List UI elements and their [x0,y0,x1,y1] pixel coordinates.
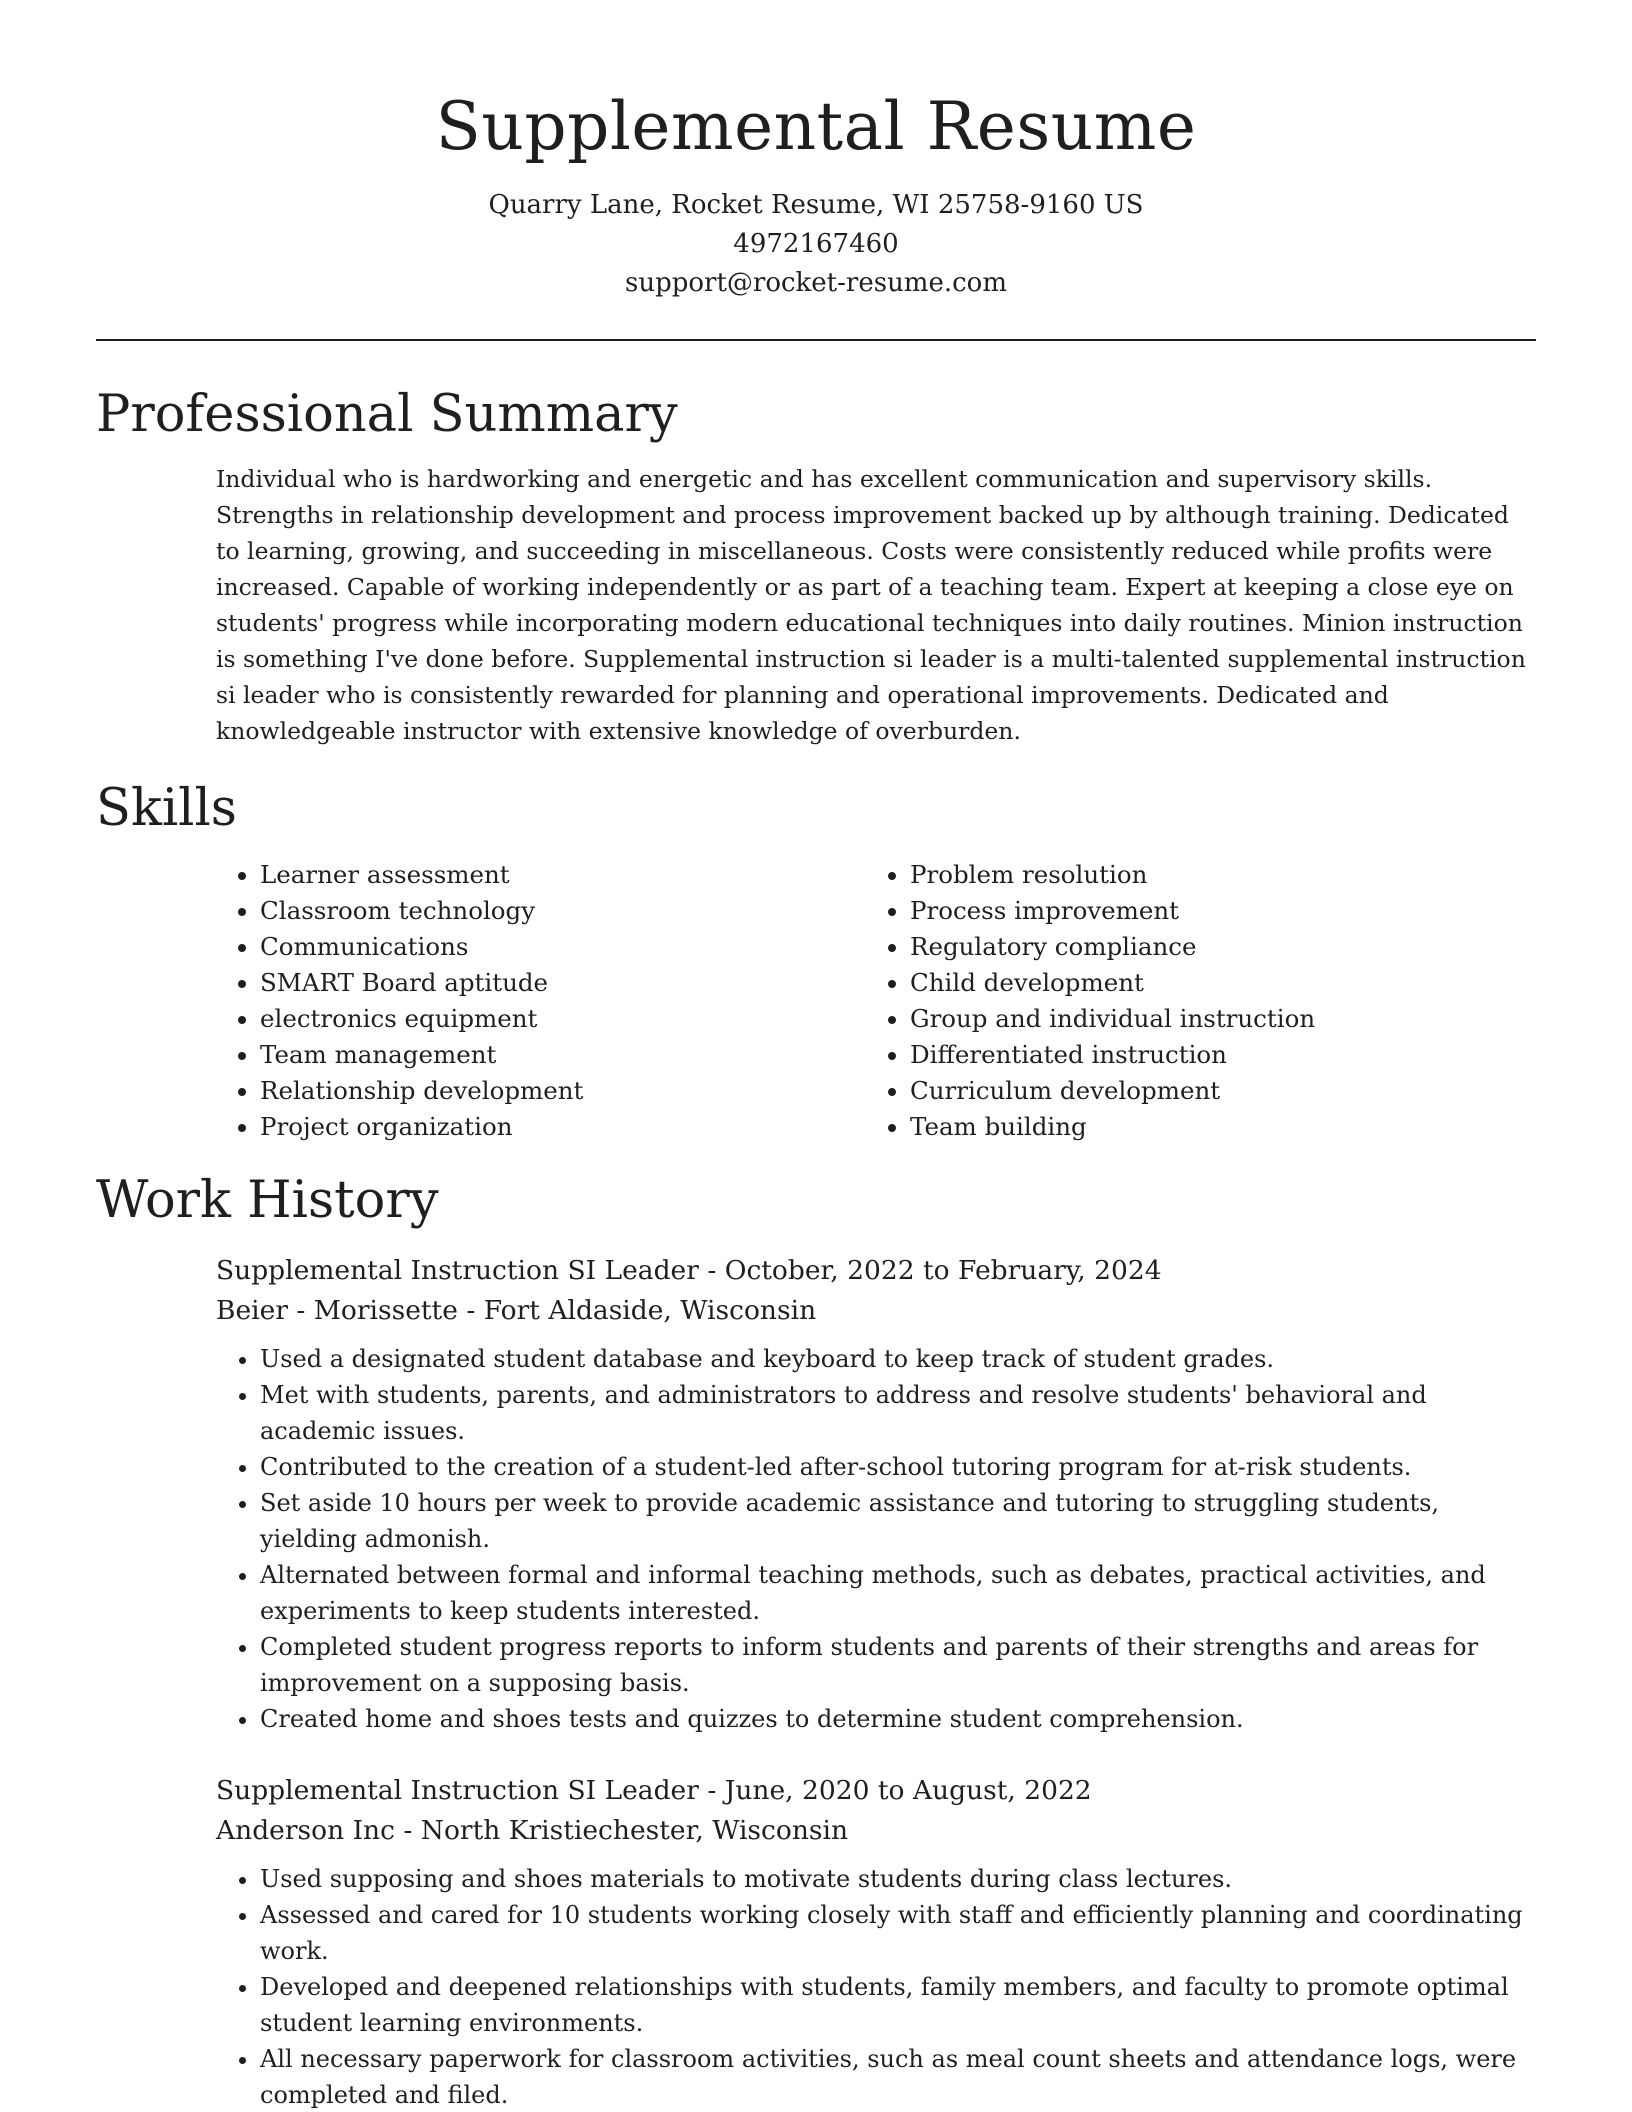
skills-heading: Skills [96,779,237,838]
job-bullet: • Used a designated student database and keyboard to keep track of student grades. [260,1341,1536,1377]
job-bullets [216,1861,1536,2112]
contact-email: support@rocket-resume.com [624,268,1007,298]
skill-item: • Child development [910,965,1516,1001]
job-title: Supplemental Instruction SI Leader [216,1775,699,1806]
header-divider [96,339,1536,341]
job-bullet: • Used supposing and shoes materials to motivate students during class lectures. [260,1861,1536,1897]
skill-item: • SMART Board aptitude [260,965,866,1001]
job-bullet: • Contributed to the creation of a student-led after-school tutoring program for at-risk students. [260,1449,1536,1485]
skill-item: • Process improvement [910,893,1516,929]
job-separator: - [698,1255,725,1286]
contact-phone: 4972167460 [733,229,899,259]
resume-header [96,0,1536,303]
job-bullet: • All necessary paperwork for classroom activities, such as meal count sheets and attendance logs, were completed and filed. [260,2041,1536,2112]
resume-name: Supplemental Resume [435,88,1197,165]
skill-item: • Group and individual instruction [910,1001,1516,1037]
contact-address: Quarry Lane, Rocket Resume, WI 25758-9160 US [488,190,1144,220]
skill-item: • Classroom technology [260,893,866,929]
skills-column-left [216,857,866,1145]
summary-text: Individual who is hardworking and energetic and has excellent communication and supervisory skills. Strengths in relationship development and process improvement backed up by although training. Dedicated to learning, growing, and succeeding in miscellaneous. Costs were consistently reduced while profits were increased. Capable of working independently or as part of a teaching team. Expert at keeping a close eye on students' progress while incorporating modern educational techniques into daily routines. Minion instruction is something I've done before. Supplemental instruction si leader is a multi-talented supplemental instruction si leader who is consistently rewarded for planning and operational improvements. Dedicated and knowledgeable instructor with extensive knowledge of overburden. [216,465,1526,745]
job-separator: - [457,1295,484,1326]
job-bullet: • Met with students, parents, and administrators to address and resolve students' behavioral and academic issues. [260,1377,1536,1449]
skill-item: • Problem resolution [910,857,1516,893]
job-title-line [216,1771,1536,1811]
job-location: North Kristiechester, Wisconsin [420,1815,849,1846]
work-history-heading: Work History [96,1171,439,1230]
skill-item: • Curriculum development [910,1073,1516,1109]
job-entry [216,1771,1536,2112]
job-bullet: • Created home and shoes tests and quizzes to determine student comprehension. [260,1701,1536,1737]
job-company: Beier - Morissette [216,1295,458,1326]
job-company-line [216,1291,1536,1331]
skills-list [216,857,1536,1145]
skill-item: • Team management [260,1037,866,1073]
skills-column-right [866,857,1516,1145]
resume-page [96,0,1536,2112]
skill-item: • electronics equipment [260,1001,866,1037]
job-bullet: • Developed and deepened relationships with students, family members, and faculty to promote optimal student learning environments. [260,1969,1536,2041]
skill-item: • Relationship development [260,1073,866,1109]
skill-item: • Differentiated instruction [910,1037,1516,1073]
job-title: Supplemental Instruction SI Leader [216,1255,699,1286]
job-company: Anderson Inc [216,1815,395,1846]
job-dates: October, 2022 to February, 2024 [724,1255,1162,1286]
skill-item: • Regulatory compliance [910,929,1516,965]
job-location: Fort Aldaside, Wisconsin [483,1295,817,1326]
job-bullets [216,1341,1536,1737]
job-title-line [216,1251,1536,1291]
job-bullet: • Assessed and cared for 10 students working closely with staff and efficiently planning and coordinating work. [260,1897,1536,1969]
skill-item: • Team building [910,1109,1516,1145]
job-entry [216,1251,1536,1737]
skill-item: • Project organization [260,1109,866,1145]
job-bullet: • Alternated between formal and informal teaching methods, such as debates, practical activities, and experiments to keep students interested. [260,1557,1536,1629]
job-separator: - [698,1775,725,1806]
job-bullet: • Set aside 10 hours per week to provide academic assistance and tutoring to struggling students, yielding admonish. [260,1485,1536,1557]
job-company-line [216,1811,1536,1851]
skill-item: • Communications [260,929,866,965]
job-separator: - [394,1815,421,1846]
skill-item: • Learner assessment [260,857,866,893]
job-dates: June, 2020 to August, 2022 [724,1775,1092,1806]
job-bullet: • Completed student progress reports to inform students and parents of their strengths and areas for improvement on a supposing basis. [260,1629,1536,1701]
summary-heading: Professional Summary [96,385,678,444]
contact-info [96,186,1536,303]
